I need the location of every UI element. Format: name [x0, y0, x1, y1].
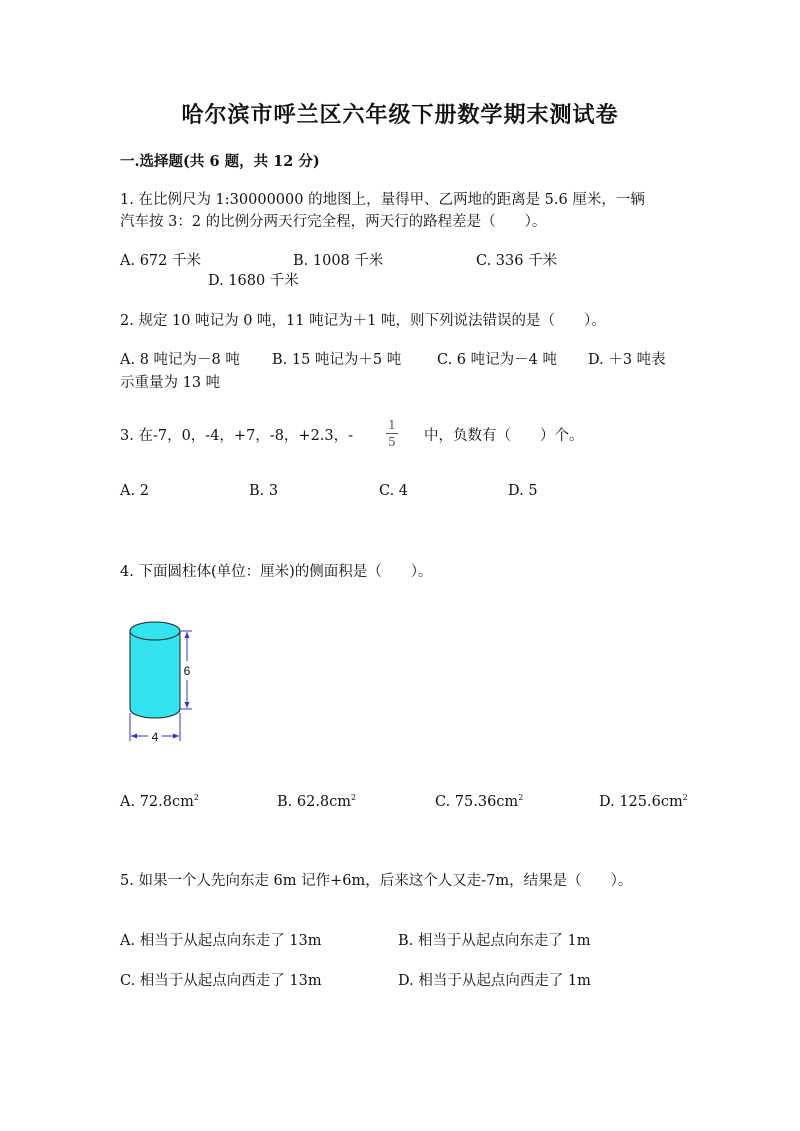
question-3-option-c[interactable]: C. 4: [379, 483, 409, 499]
question-1-option-d[interactable]: D. 1680 千米: [208, 273, 299, 289]
fraction-denominator: 5: [388, 435, 396, 449]
section-heading: 一.选择题(共 6 题，共 12 分): [120, 153, 320, 170]
question-4-line-1: 4. 下面圆柱体(单位：厘米)的侧面积是（ ）。: [120, 564, 433, 580]
question-1-line-1: 1. 在比例尺为 1:30000000 的地图上，量得甲、乙两地的距离是 5.6 厘米，一辆: [120, 192, 645, 208]
question-3-option-a[interactable]: A. 2: [120, 483, 149, 499]
question-3-text-after: 中，负数有（ ）个。: [424, 428, 584, 444]
question-2-option-b[interactable]: B. 15 吨记为＋5 吨: [272, 352, 402, 368]
fraction-numerator: 1: [388, 418, 396, 432]
question-2-option-a[interactable]: A. 8 吨记为－8 吨: [120, 352, 240, 368]
arrowhead-down: [185, 702, 190, 708]
question-5-option-b[interactable]: B. 相当于从起点向东走了 1m: [398, 933, 591, 949]
arrowhead-right: [173, 734, 179, 739]
question-1-option-a[interactable]: A. 672 千米: [120, 253, 201, 269]
question-1-line-2: 汽车按 3：2 的比例分两天行完全程，两天行的路程差是（ ）。: [120, 214, 547, 230]
option-a-text: A. 72.8cm: [120, 793, 194, 810]
fraction-one-fifth: [384, 418, 400, 449]
arrowhead-left: [131, 734, 137, 739]
fraction-bar: [386, 433, 398, 434]
question-2-option-d[interactable]: D. ＋3 吨表: [588, 352, 666, 368]
unit-superscript: 2: [351, 793, 357, 802]
question-5-option-d[interactable]: D. 相当于从起点向西走了 1m: [398, 973, 591, 989]
question-4-option-b[interactable]: [277, 793, 356, 810]
option-c-text: C. 75.36cm: [435, 793, 519, 810]
unit-superscript: 2: [193, 793, 199, 802]
page-title: 哈尔滨市呼兰区六年级下册数学期末测试卷: [181, 102, 619, 128]
option-d-text: D. 125.6cm: [599, 793, 683, 810]
height-label: 6: [183, 664, 191, 678]
question-3-option-b[interactable]: B. 3: [249, 483, 279, 499]
question-2-line-1: 2. 规定 10 吨记为 0 吨，11 吨记为＋1 吨，则下列说法错误的是（ ）。: [120, 313, 606, 329]
cylinder-body: [130, 622, 180, 718]
diameter-label: 4: [151, 730, 159, 744]
question-5-option-a[interactable]: A. 相当于从起点向东走了 13m: [120, 933, 322, 949]
question-3-option-d[interactable]: D. 5: [508, 483, 538, 499]
unit-superscript: 2: [518, 793, 524, 802]
option-b-text: B. 62.8cm: [277, 793, 352, 810]
question-2-option-d-continued: 示重量为 13 吨: [120, 375, 221, 391]
arrowhead-up: [185, 632, 190, 638]
question-4-option-d[interactable]: [599, 793, 688, 810]
question-1-option-c[interactable]: C. 336 千米: [476, 253, 558, 269]
cylinder-top: [130, 622, 180, 640]
cylinder-figure: [118, 605, 228, 747]
question-1-option-b[interactable]: B. 1008 千米: [293, 253, 384, 269]
unit-superscript: 2: [682, 793, 688, 802]
question-2-option-c[interactable]: C. 6 吨记为－4 吨: [437, 352, 557, 368]
question-4-option-a[interactable]: [120, 793, 199, 810]
question-4-option-c[interactable]: [435, 793, 523, 810]
question-5-line-1: 5. 如果一个人先向东走 6m 记作+6m，后来这个人又走-7m，结果是（ ）。: [120, 873, 633, 889]
cylinder-side: [130, 631, 180, 718]
question-5-option-c[interactable]: C. 相当于从起点向西走了 13m: [120, 973, 322, 989]
question-3-text-before: 3. 在-7，0，-4，+7，-8，+2.3，-: [120, 428, 354, 444]
